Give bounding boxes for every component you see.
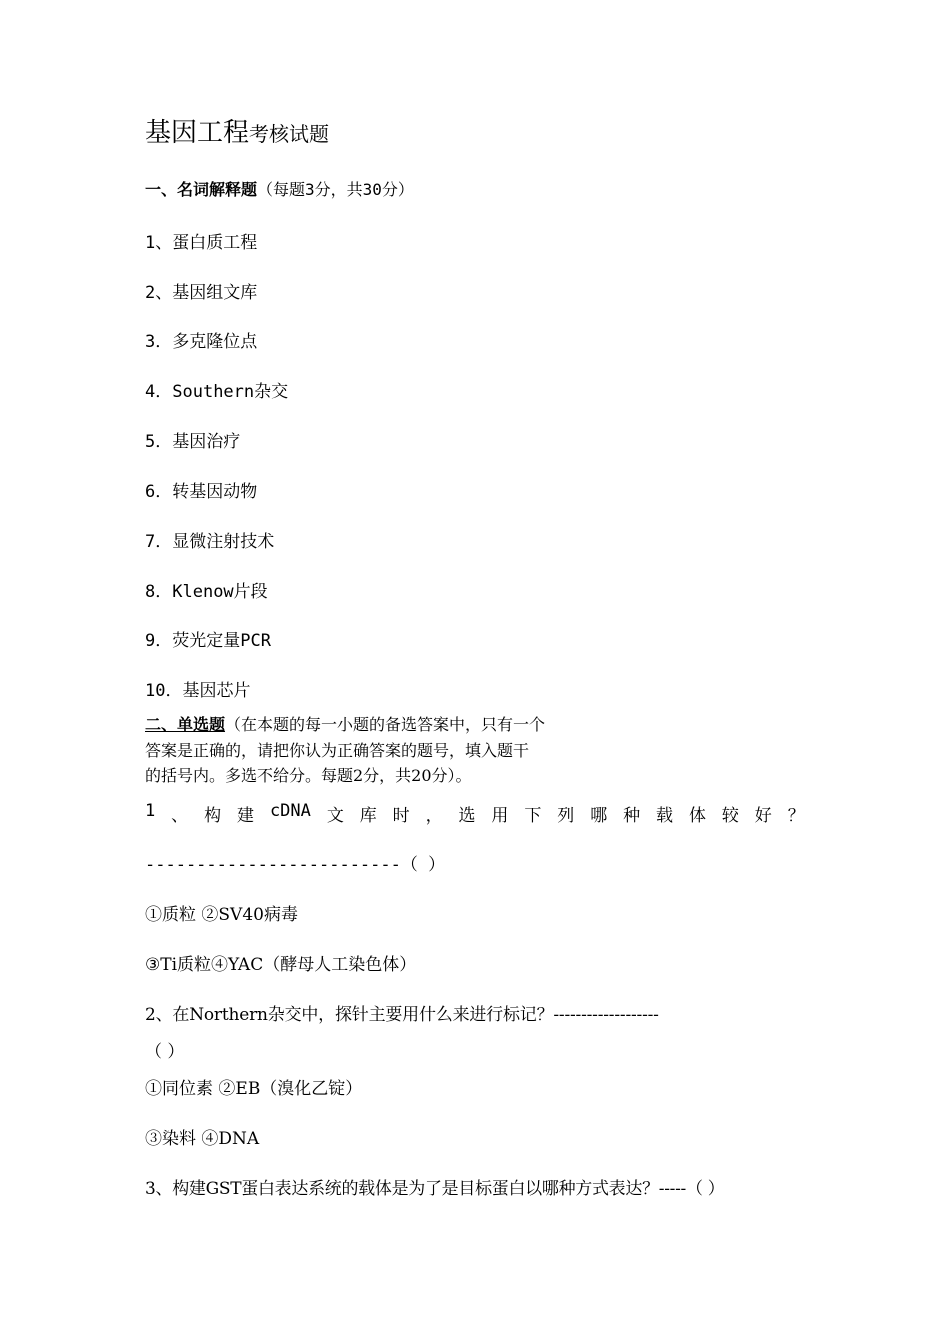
question-2-options-b: ③染料 ④DNA: [145, 1129, 260, 1149]
term-item: 7．显微注射技术: [145, 532, 275, 552]
section2-heading: 二、单选题: [145, 715, 226, 734]
question-2-line2: （ ）: [145, 1042, 185, 1062]
section2-heading-line: [145, 712, 545, 735]
question-2-line1: 2、在Northern杂交中，探针主要用什么来进行标记？-------------------: [145, 1005, 659, 1025]
term-item: 1、蛋白质工程: [145, 233, 258, 253]
term-item: 6．转基因动物: [145, 482, 258, 502]
section2-note-line2: 答案是正确的，请把你认为正确答案的题号，填入题干: [145, 741, 530, 760]
term-item: 10．基因芯片: [145, 681, 251, 701]
title-main: 基因工程: [145, 118, 250, 148]
question-1-line1: 1 、 构 建 cDNA 文 库 时 ， 选 用 下 列 哪 种 载 体 较 好 ？: [145, 801, 805, 826]
term-item: 3．多克隆位点: [145, 332, 258, 352]
term-item: 8．Klenow片段: [145, 582, 268, 602]
term-item: 5．基因治疗: [145, 432, 241, 452]
question-3-line1: 3、构建GST蛋白表达系统的载体是为了是目标蛋白以哪种方式表达？-----（ ）: [145, 1179, 725, 1199]
section1-heading-line: [145, 177, 414, 200]
section1-note: （每题3分，共30分）: [257, 180, 414, 199]
question-1-options-b: ③Ti质粒④YAC（酵母人工染色体）: [145, 955, 417, 975]
term-item: 9．荧光定量PCR: [145, 631, 271, 651]
question-1-options-a: ①质粒 ②SV40病毒: [145, 905, 298, 925]
document-title: [145, 112, 329, 149]
question-2-options-a: ①同位素 ②EB（溴化乙锭）: [145, 1079, 363, 1099]
term-item: 2、基因组文库: [145, 283, 258, 303]
term-item: 4．Southern杂交: [145, 382, 289, 402]
section2-note-line1: （在本题的每一小题的备选答案中，只有一个: [225, 715, 546, 734]
title-sub: 考核试题: [249, 122, 330, 146]
section1-heading: 一、名词解释题: [145, 180, 258, 199]
question-1-line2: -------------------------（ ）: [145, 855, 446, 875]
section2-note-line3: 的括号内。多选不给分。每题2分，共20分）。: [145, 766, 472, 785]
